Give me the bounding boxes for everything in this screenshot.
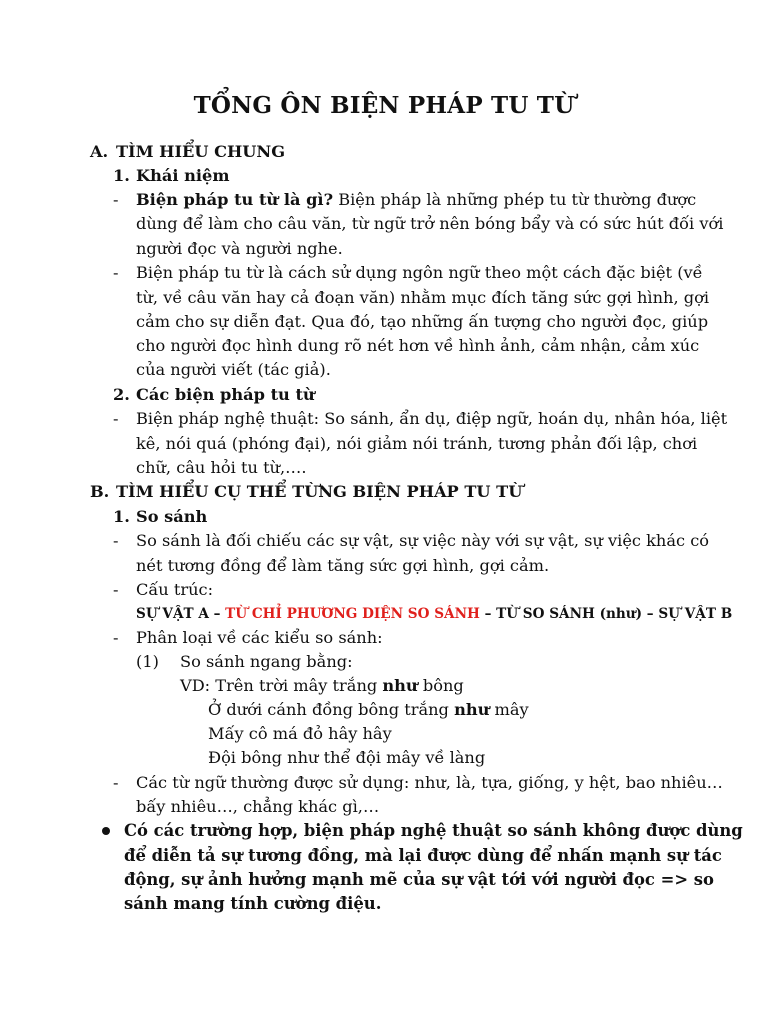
sub-a2-number: 2. xyxy=(113,385,130,404)
example-line xyxy=(208,698,529,722)
note-line: động, sự ảnh hưởng mạnh mẽ của sự vật tới với người đọc => so xyxy=(124,870,714,889)
inline-text: Biện pháp là những phép tu từ thường được xyxy=(333,190,697,209)
structure-formula xyxy=(136,602,732,626)
bold-word: như xyxy=(454,700,490,719)
inline-text: bông xyxy=(417,676,464,695)
bullet-icon xyxy=(102,827,110,835)
example-line: Đội bông như thể đội mây về làng xyxy=(208,748,486,767)
example-line: Mấy cô má đỏ hây hây xyxy=(208,724,392,743)
paragraph-line: cho người đọc hình dung rõ nét hơn về hình ảnh, cảm nhận, cảm xúc xyxy=(136,336,700,355)
paragraph-line: của người viết (tác giả). xyxy=(136,360,331,379)
document-title: TỔNG ÔN BIỆN PHÁP TU TỪ xyxy=(193,92,575,119)
section-b-marker: B. xyxy=(90,482,110,501)
type-label: So sánh ngang bằng: xyxy=(180,652,353,671)
dash-marker: - xyxy=(113,409,119,428)
paragraph-line xyxy=(136,188,696,212)
inline-text: VD: Trên trời mây trắng xyxy=(180,676,383,695)
dash-marker: - xyxy=(113,263,119,282)
paragraph-line: Các từ ngữ thường được sử dụng: như, là, tựa, giống, y hệt, bao nhiêu… xyxy=(136,773,723,792)
dash-marker: - xyxy=(113,531,119,550)
structure-label: Cấu trúc: xyxy=(136,580,214,599)
dash-marker: - xyxy=(113,580,119,599)
paragraph-line: Biện pháp nghệ thuật: So sánh, ẩn dụ, điệp ngữ, hoán dụ, nhân hóa, liệt xyxy=(136,409,728,428)
sub-b1-heading: So sánh xyxy=(136,507,208,526)
paragraph-line: So sánh là đối chiếu các sự vật, sự việc này với sự vật, sự việc khác có xyxy=(136,531,710,550)
inline-text: mây xyxy=(489,700,529,719)
sub-a2-heading: Các biện pháp tu từ xyxy=(136,385,315,404)
section-b-heading: TÌM HIỂU CỤ THỂ TỪNG BIỆN PHÁP TU TỪ xyxy=(116,482,523,501)
structure-part-2: TỪ CHỈ PHƯƠNG DIỆN SO SÁNH xyxy=(225,606,480,622)
dash-marker: - xyxy=(113,190,119,209)
note-line: sánh mang tính cường điệu. xyxy=(124,894,382,913)
inline-text: Ở dưới cánh đồng bông trắng xyxy=(208,700,455,719)
structure-part-3: – TỪ SO SÁNH (như) – SỰ VẬT B xyxy=(479,606,733,622)
paragraph-line: bấy nhiêu…, chẳng khác gì,… xyxy=(136,797,380,816)
paragraph-line: Biện pháp tu từ là cách sử dụng ngôn ngữ theo một cách đặc biệt (về xyxy=(136,263,703,282)
classification-label: Phân loại về các kiểu so sánh: xyxy=(136,628,383,647)
type-number: (1) xyxy=(136,652,159,671)
dash-marker: - xyxy=(113,628,119,647)
paragraph-line: từ, về câu văn hay cả đoạn văn) nhằm mục đích tăng sức gợi hình, gợi xyxy=(136,288,710,307)
paragraph-line: cảm cho sự diễn đạt. Qua đó, tạo những ấn tượng cho người đọc, giúp xyxy=(136,312,709,331)
paragraph-line: người đọc và người nghe. xyxy=(136,239,343,258)
example-line xyxy=(180,674,464,698)
paragraph-line: dùng để làm cho câu văn, từ ngữ trở nên bóng bẩy và có sức hút đối với xyxy=(136,214,724,233)
paragraph-line: kê, nói quá (phóng đại), nói giảm nói tránh, tương phản đối lập, chơi xyxy=(136,434,698,453)
sub-a1-number: 1. xyxy=(113,166,130,185)
sub-b1-number: 1. xyxy=(113,507,130,526)
paragraph-line: nét tương đồng để làm tăng sức gợi hình, gợi cảm. xyxy=(136,556,550,575)
section-a-heading: TÌM HIỂU CHUNG xyxy=(116,142,286,161)
dash-marker: - xyxy=(113,773,119,792)
note-line: Có các trường hợp, biện pháp nghệ thuật so sánh không được dùng xyxy=(124,821,743,840)
section-a-marker: A. xyxy=(90,142,109,161)
paragraph-line: chữ, câu hỏi tu từ,…. xyxy=(136,458,307,477)
sub-a1-heading: Khái niệm xyxy=(136,166,230,185)
note-line: để diễn tả sự tương đồng, mà lại được dùng để nhấn mạnh sự tác xyxy=(124,846,722,865)
structure-part-1: SỰ VẬT A – xyxy=(136,606,226,622)
bold-phrase: Biện pháp tu từ là gì? xyxy=(136,190,334,209)
bold-word: như xyxy=(382,676,418,695)
